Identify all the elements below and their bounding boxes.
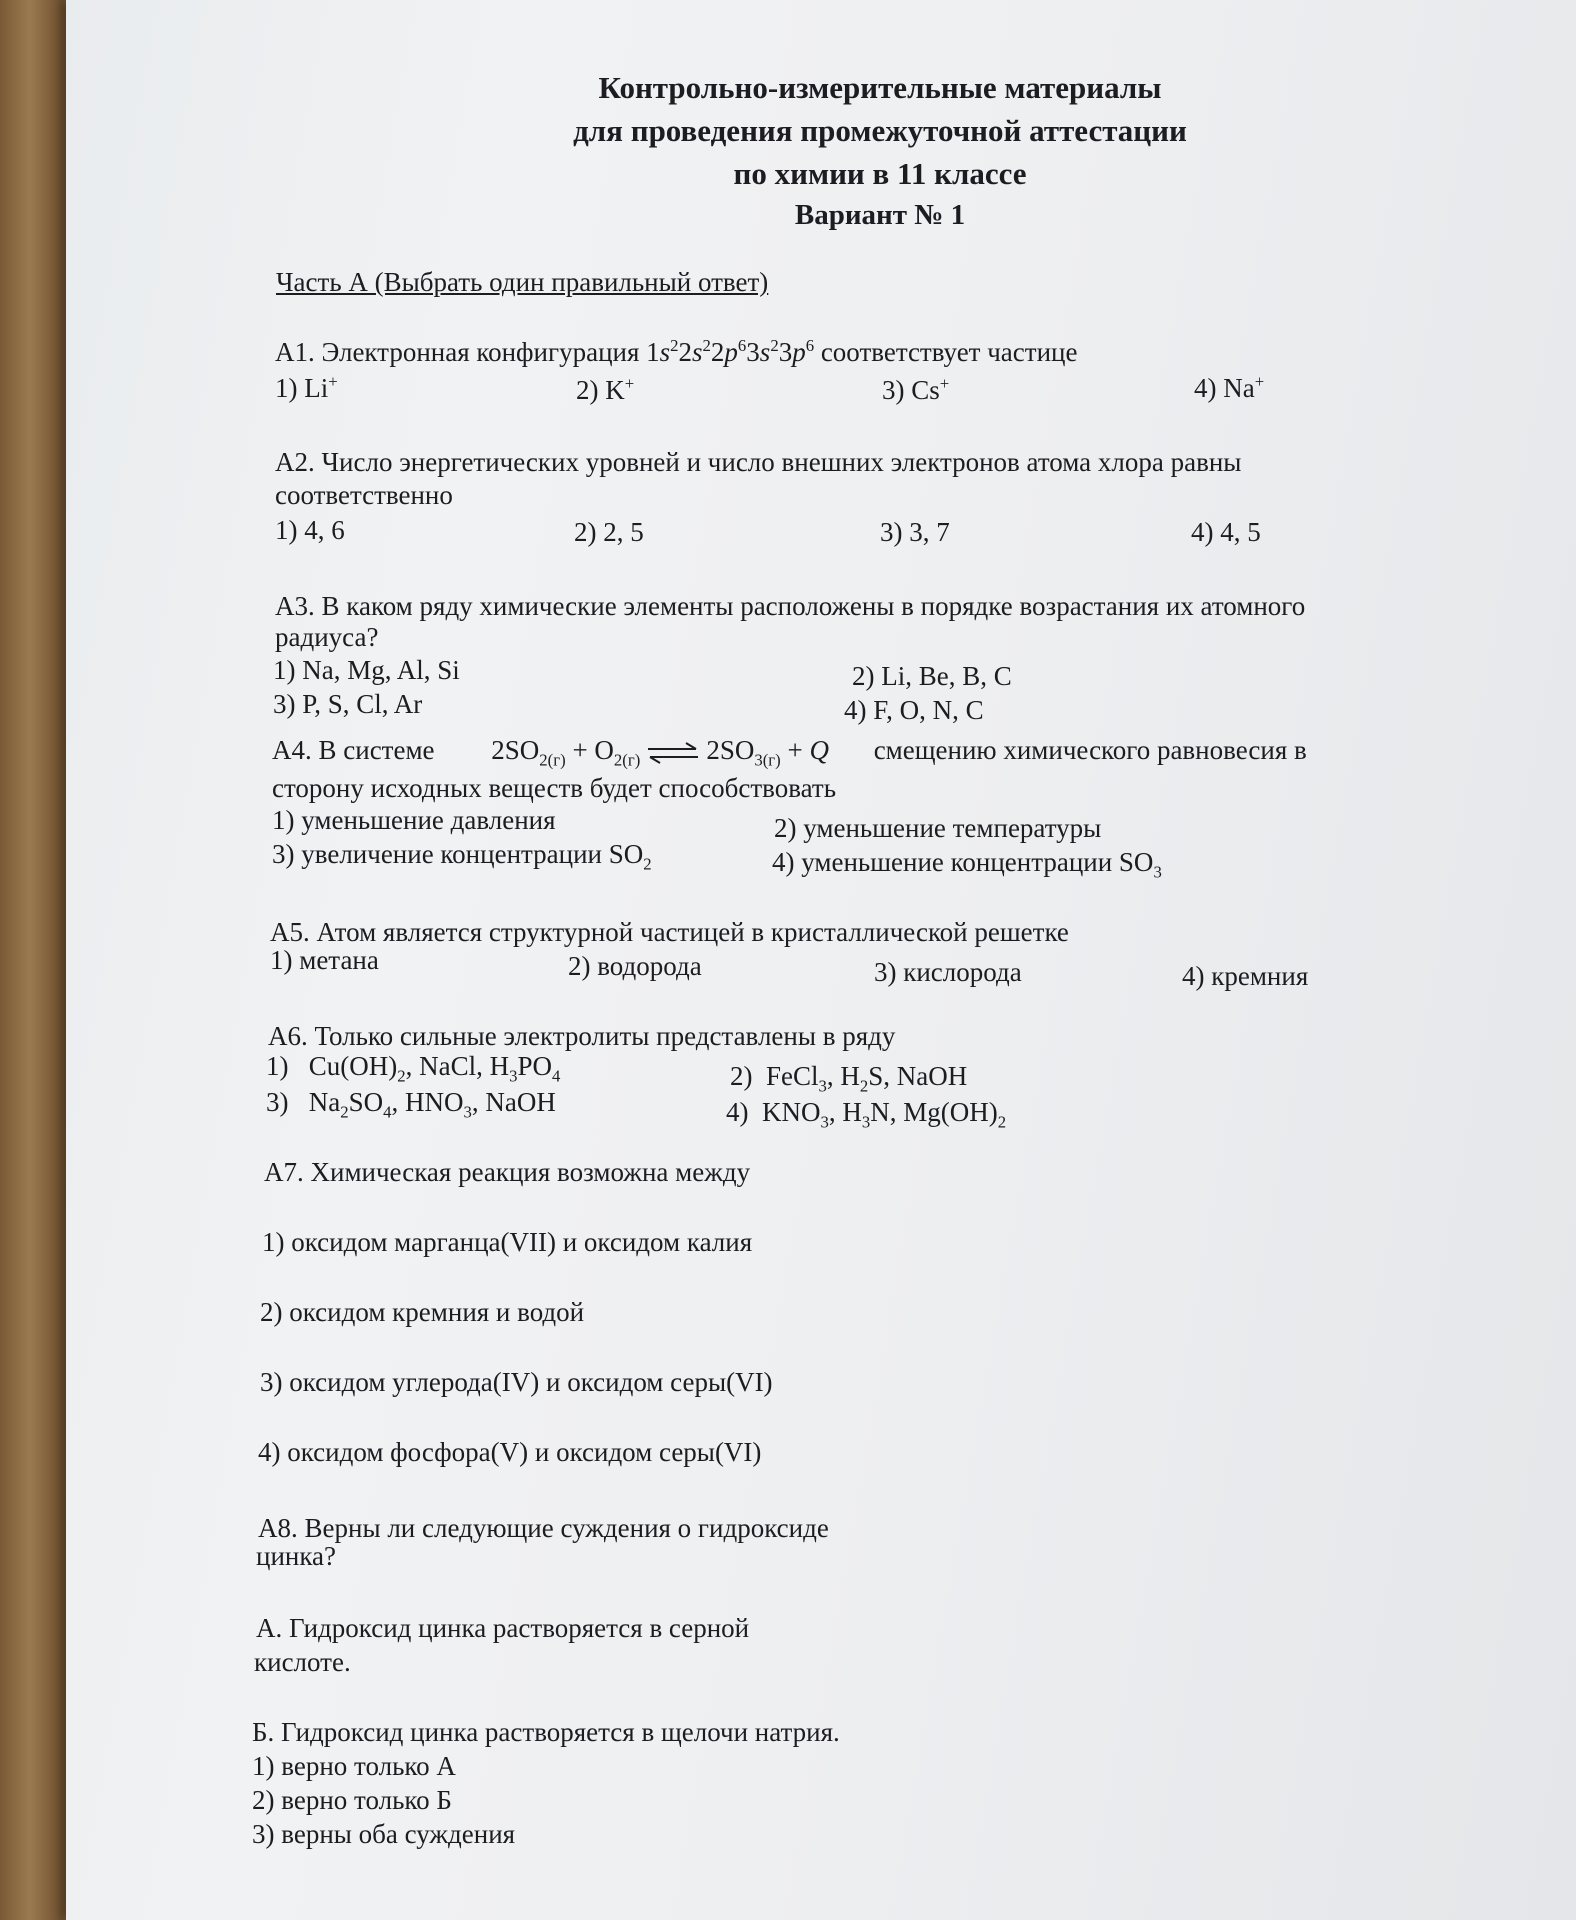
a8-option-3[interactable]: 3) верны оба суждения: [252, 1819, 516, 1849]
question-a8-line1: А8. Верны ли следующие суждения о гидроксиде: [258, 1513, 829, 1543]
a1-tail: соответствует частице: [820, 337, 1078, 367]
a3-option-3[interactable]: 3) P, S, Cl, Ar: [273, 689, 423, 719]
title-line-3: по химии в 11 классе: [733, 156, 1027, 191]
a8-statement-a-line1: А. Гидроксид цинка растворяется в серной: [256, 1613, 750, 1643]
question-a4-line2: сторону исходных веществ будет способствовать: [272, 773, 837, 803]
paper-sheet: [66, 0, 1576, 1920]
question-a4-line1: [272, 734, 1307, 770]
a4-equation: $2SO_{2(г)} + O_{2(г)}$ $2SO_{3(г)} + Q$: [491, 735, 829, 770]
question-a7: А7. Химическая реакция возможна между: [264, 1157, 751, 1187]
title-line-2: для проведения промежуточной аттестации: [573, 113, 1187, 148]
a3-option-4[interactable]: 4) F, O, N, C: [844, 695, 984, 725]
a2-option-4[interactable]: 4) 4, 5: [1191, 517, 1261, 547]
question-a3-line2: радиуса?: [275, 622, 379, 652]
a4-option-3[interactable]: 3) увеличение концентрации $SO_2$: [272, 839, 652, 874]
question-a2-line2: соответственно: [275, 480, 453, 510]
a1-option-4[interactable]: 4) Na+: [1194, 372, 1265, 403]
a8-option-2[interactable]: 2) верно только Б: [252, 1785, 452, 1815]
a1-option-1[interactable]: 1) Li+: [275, 372, 338, 403]
a5-option-2[interactable]: 2) водорода: [568, 951, 702, 981]
a7-option-4[interactable]: 4) оксидом фосфора(V) и оксидом серы(VI): [258, 1437, 762, 1467]
a1-option-3[interactable]: 3) Cs+: [882, 374, 950, 405]
a2-option-1[interactable]: 1) 4, 6: [275, 515, 345, 545]
a6-option-4[interactable]: 4) $KNO_3$, $H_3N$, $Mg(OH)_2$: [726, 1097, 1007, 1132]
a1-option-2[interactable]: 2) K+: [576, 374, 635, 405]
part-a-heading: Часть А (Выбрать один правильный ответ): [276, 267, 769, 297]
title-line-1: Контрольно-измерительные материалы: [598, 70, 1162, 105]
question-a3-line1: А3. В каком ряду химические элементы расположены в порядке возрастания их атомного: [275, 591, 1306, 621]
a4-lead: А4. В системе: [272, 735, 435, 765]
variant-label: Вариант № 1: [794, 199, 966, 231]
a5-option-1[interactable]: 1) метана: [270, 945, 379, 975]
a3-option-2[interactable]: 2) Li, Be, B, C: [852, 661, 1012, 691]
a4-option-2[interactable]: 2) уменьшение температуры: [774, 813, 1102, 843]
question-a6: А6. Только сильные электролиты представлены в ряду: [268, 1021, 896, 1051]
a5-option-3[interactable]: 3) кислорода: [874, 957, 1022, 987]
a8-option-1[interactable]: 1) верно только А: [252, 1751, 456, 1781]
a2-option-2[interactable]: 2) 2, 5: [574, 517, 644, 547]
a2-option-3[interactable]: 3) 3, 7: [880, 517, 950, 547]
a6-option-3[interactable]: 3) $Na_2SO_4$, $HNO_3$, NaOH: [266, 1087, 556, 1122]
equilibrium-arrow-icon: [646, 742, 700, 764]
a6-option-2[interactable]: 2) FeCl$_3$, $H_2S$, NaOH: [730, 1061, 968, 1096]
a8-statement-b: Б. Гидроксид цинка растворяется в щелочи натрия.: [252, 1717, 840, 1747]
document-title: [400, 66, 1360, 235]
a7-option-1[interactable]: 1) оксидом марганца(VII) и оксидом калия: [262, 1227, 753, 1257]
a7-option-2[interactable]: 2) оксидом кремния и водой: [260, 1297, 585, 1327]
a7-option-3[interactable]: 3) оксидом углерода(IV) и оксидом серы(VI): [260, 1367, 773, 1397]
question-a2-line1: А2. Число энергетических уровней и число внешних электронов атома хлора равны: [275, 447, 1242, 477]
a6-option-1[interactable]: 1) $Cu(OH)_2$, NaCl, $H_3PO_4$: [266, 1051, 561, 1086]
a8-statement-a-line2: кислоте.: [254, 1647, 351, 1677]
a4-tail: смещению химического равновесия в: [873, 735, 1307, 765]
a4-option-1[interactable]: 1) уменьшение давления: [272, 805, 556, 835]
a3-option-1[interactable]: 1) Na, Mg, Al, Si: [273, 655, 460, 685]
question-a5: А5. Атом является структурной частицей в кристаллической решетке: [270, 917, 1069, 947]
a5-option-4[interactable]: 4) кремния: [1182, 961, 1309, 991]
a4-option-4[interactable]: 4) уменьшение концентрации $SO_3$: [772, 847, 1162, 882]
question-a1: А1. Электронная конфигурация $1s^22s^22p^63s^23p^6$ соответствует частице: [275, 336, 1078, 367]
question-a8-line2: цинка?: [256, 1541, 337, 1571]
a1-prefix: А1. Электронная конфигурация 1: [275, 337, 660, 367]
